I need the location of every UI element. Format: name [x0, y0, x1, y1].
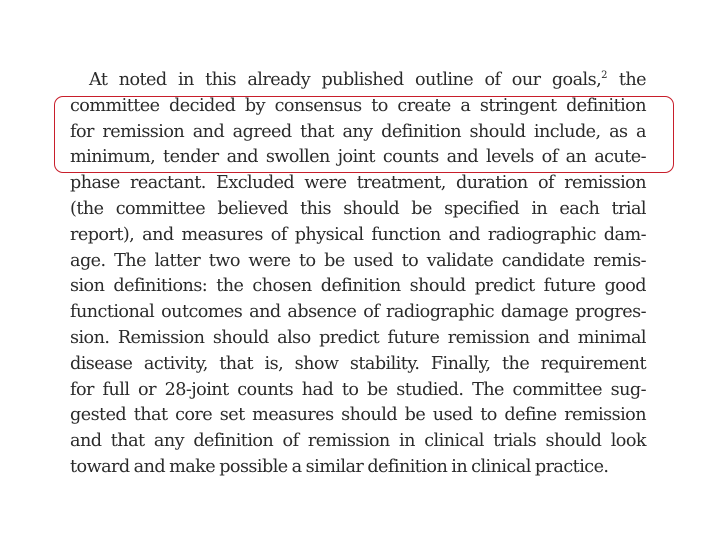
- text-line: functional outcomes and absence of radiographic damage progres-: [70, 302, 646, 323]
- text-line: sion. Remission should also predict future remission and minimal: [70, 327, 646, 348]
- text-line: and that any definition of remission in clinical trials should look: [70, 431, 646, 452]
- text-line: age. The latter two were to be used to validate candidate remis-: [70, 250, 646, 271]
- text-line: toward and make possible a similar definition in clinical practice.: [70, 456, 609, 477]
- text-line: committee decided by consensus to create a stringent definition: [70, 95, 646, 116]
- text-line: for remission and agreed that any definition should include, as a: [70, 121, 646, 142]
- text-line: (the committee believed this should be specified in each trial: [70, 198, 646, 219]
- footnote-marker: 2: [601, 70, 608, 81]
- document-excerpt: [70, 68, 646, 481]
- text-line: At noted in this already published outline of our goals,$^2$ the: [89, 70, 646, 90]
- text-line: gested that core set measures should be used to define remission: [70, 405, 646, 426]
- text-line: phase reactant. Excluded were treatment, duration of remission: [70, 173, 646, 194]
- text-line: disease activity, that is, show stability. Finally, the requirement: [70, 353, 646, 374]
- text-line: report), and measures of physical function and radiographic dam-: [70, 224, 646, 245]
- text-line: minimum, tender and swollen joint counts and levels of an acute-: [70, 147, 646, 168]
- text-line: for full or 28-joint counts had to be studied. The committee sug-: [70, 379, 646, 400]
- text-line: sion definitions: the chosen definition should predict future good: [70, 276, 646, 297]
